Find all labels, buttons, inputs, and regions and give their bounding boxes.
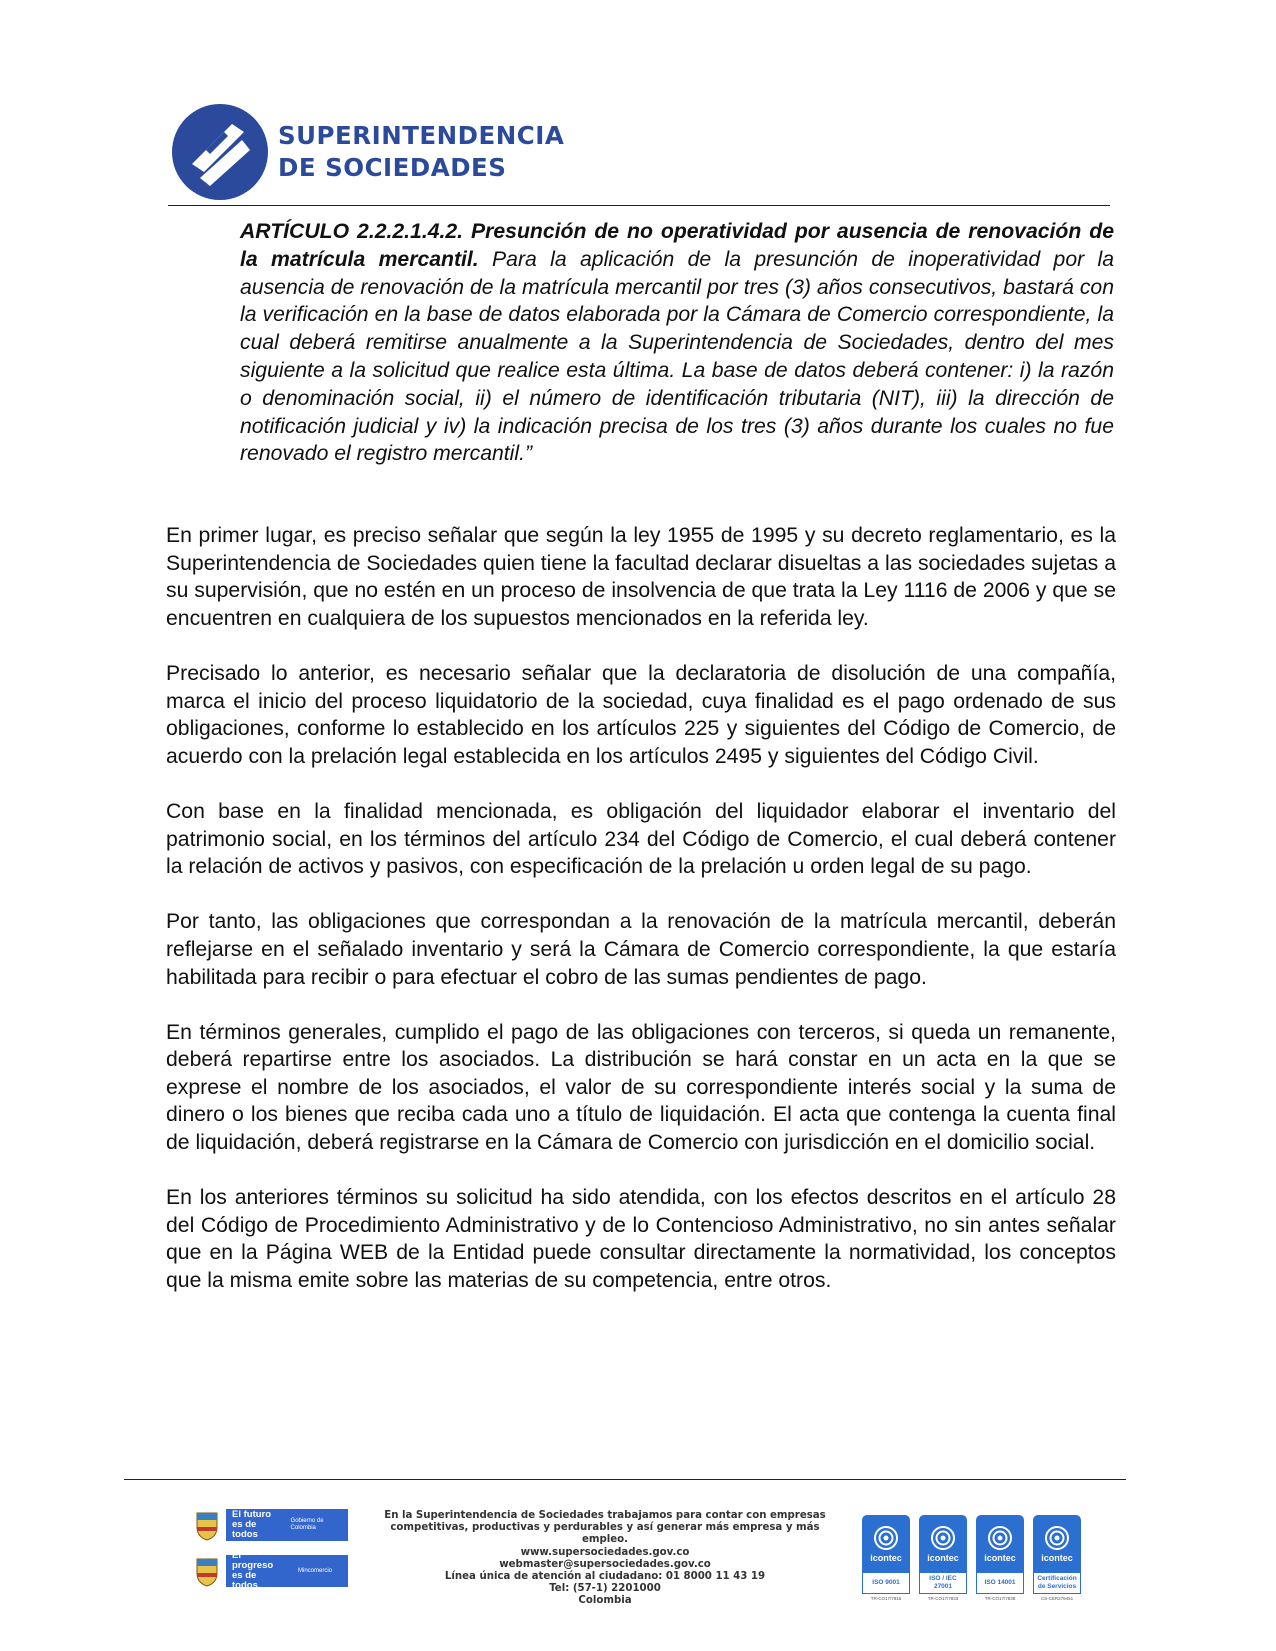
footer-email: webmaster@supersociedades.gov.co [499,1558,711,1570]
logo-wordmark [278,120,564,184]
footer-divider [124,1479,1126,1480]
article-title: ARTÍCULO 2.2.2.1.4.2. Presunción de no operatividad por ausencia de renovación de la matrícula mercantil. [240,220,1114,271]
icontec-logo-icon [930,1525,956,1551]
icontec-logo-icon [987,1525,1013,1551]
seal-standard: ISO 14001 [976,1573,1024,1594]
article-text: Para la aplicación de la presunción de inoperatividad por la ausencia de renovación de la matrícula mercantil por tres (3) años consecutivos, bastará con la verificación en la base de datos elaborada por la Cámara de Comercio correspondiente, la cual deberá remitirse anualmente a la Superintendencia de Sociedades, dentro del mes siguiente a la solicitud que realice esta última. La base de datos deberá contener: i) la razón o denominación social, ii) el número de identificación tributaria (NIT), iii) la dirección de notificación judicial y iv) la indicación precisa de los tres (3) años durante los cuales no fue renovado el registro mercantil.” [240,247,1115,466]
footer-contact [370,1510,840,1608]
paragraph: Precisado lo anterior, es necesario señalar que la declaratoria de disolución de una compañía, marca el inicio del proceso liquidatorio de la sociedad, cuya finalidad es el pago ordenado de sus obligaciones, conforme lo establecido en los artículos 225 y siguientes del Código de Comercio, de acuerdo con la prelación legal establecida en los artículos 2495 y siguientes del Código Civil. [166,661,1116,768]
seal-brand: icontec [984,1553,1016,1563]
icontec-logo-icon [873,1525,899,1551]
footer-hotline: Línea única de atención al ciudadano: 01 8000 11 43 19 [444,1571,766,1583]
badge-slogan: El progreso es de todos [232,1550,274,1591]
paragraph: Por tanto, las obligaciones que correspondan a la renovación de la matrícula mercantil, deberán reflejarse en el señalado inventario y será la Cámara de Comercio correspondiente, la que estaría habilitada para recibir o para efectuar el cobro de las sumas pendientes de pago. [166,910,1116,989]
footer-line: En la Superintendencia de Sociedades trabajamos para contar con empresas [384,1510,826,1521]
mincomercio-badge-box [226,1550,348,1591]
paragraph: En primer lugar, es preciso señalar que según la ley 1955 de 1995 y su decreto reglamentario, es la Superintendencia de Sociedades quien tiene la facultad declarar disueltas a las sociedades sujetas a su supervisión, que no estén en un proceso de insolvencia de que trata la Ley 1116 de 2006 y que se encuentren en cualquiera de los supuestos mencionados en la referida ley. [166,524,1116,630]
icontec-iso14001-seal [976,1515,1024,1601]
icontec-iso9001-seal [862,1515,910,1601]
badge-entity: Mincomercio [298,1567,333,1574]
colombia-shield-icon [194,1555,220,1587]
seal-standard: Certificación de Servicios [1033,1573,1081,1594]
seal-brand: icontec [1041,1553,1073,1563]
gov-badge-box [226,1509,348,1541]
logo-line-1: SUPERINTENDENCIA [278,121,565,150]
paragraph: Con base en la finalidad mencionada, es obligación del liquidador elaborar el inventario del patrimonio social, en los términos del artículo 234 del Código de Comercio, el cual deberá contener la relación de activos y pasivos, con especificación de la prelación u orden legal de su pago. [166,799,1116,879]
colombia-shield-icon [194,1509,220,1541]
quoted-article [240,218,1114,468]
footer-phone: Tel: (57-1) 2201000 [549,1583,661,1595]
gov-badge [194,1508,348,1542]
header-divider [168,205,1110,206]
seal-brand: icontec [870,1553,902,1563]
footer-country: Colombia [578,1595,632,1607]
certification-seals [862,1515,1090,1601]
footer-line: competitivas, productivas y perdurables y así generar más empresa y más empleo. [390,1522,820,1546]
government-badges [194,1508,348,1600]
icontec-iso27001-seal [919,1515,967,1601]
footer-website: www.supersociedades.gov.co [520,1546,690,1558]
supersociedades-logo-icon [170,102,270,202]
mincomercio-badge [194,1550,348,1591]
badge-entity: Gobierno de Colombia [290,1518,324,1531]
seal-code: TR-CO17/7815 [870,1596,902,1601]
document-body [166,522,1116,1322]
paragraph: En términos generales, cumplido el pago de las obligaciones con terceros, si queda un remanente, deberá repartirse entre los asociados. La distribución se hará constar en un acta en la que se exprese el nombre de los asociados, el valor de su correspondiente interés social y la suma de dinero o los bienes que reciba cada uno a título de liquidación. El acta que contenga la cuenta final de liquidación, deberá registrarse en la Cámara de Comercio con jurisdicción en el domicilio social. [166,1020,1116,1155]
icontec-services-seal [1033,1515,1081,1601]
seal-code: TR-CO17/7833 [927,1596,959,1601]
header [170,100,564,204]
seal-standard: ISO / IEC 27001 [919,1573,967,1594]
paragraph: En los anteriores términos su solicitud ha sido atendida, con los efectos descritos en el artículo 28 del Código de Procedimiento Administrativo y de lo Contencioso Administrativo, no sin antes señalar que en la Página WEB de la Entidad puede consultar directamente la normatividad, los conceptos que la misma emite sobre las materias de su competencia, entre otros. [166,1186,1116,1293]
seal-code: TR-CO17/7838 [984,1596,1016,1601]
seal-brand: icontec [927,1553,959,1563]
badge-slogan: El futuro es de todos [232,1509,272,1540]
seal-standard: ISO 9001 [862,1573,910,1594]
seal-code: CS-CER279451 [1040,1596,1074,1601]
logo-line-2: DE SOCIEDADES [278,153,507,182]
icontec-logo-icon [1044,1525,1070,1551]
